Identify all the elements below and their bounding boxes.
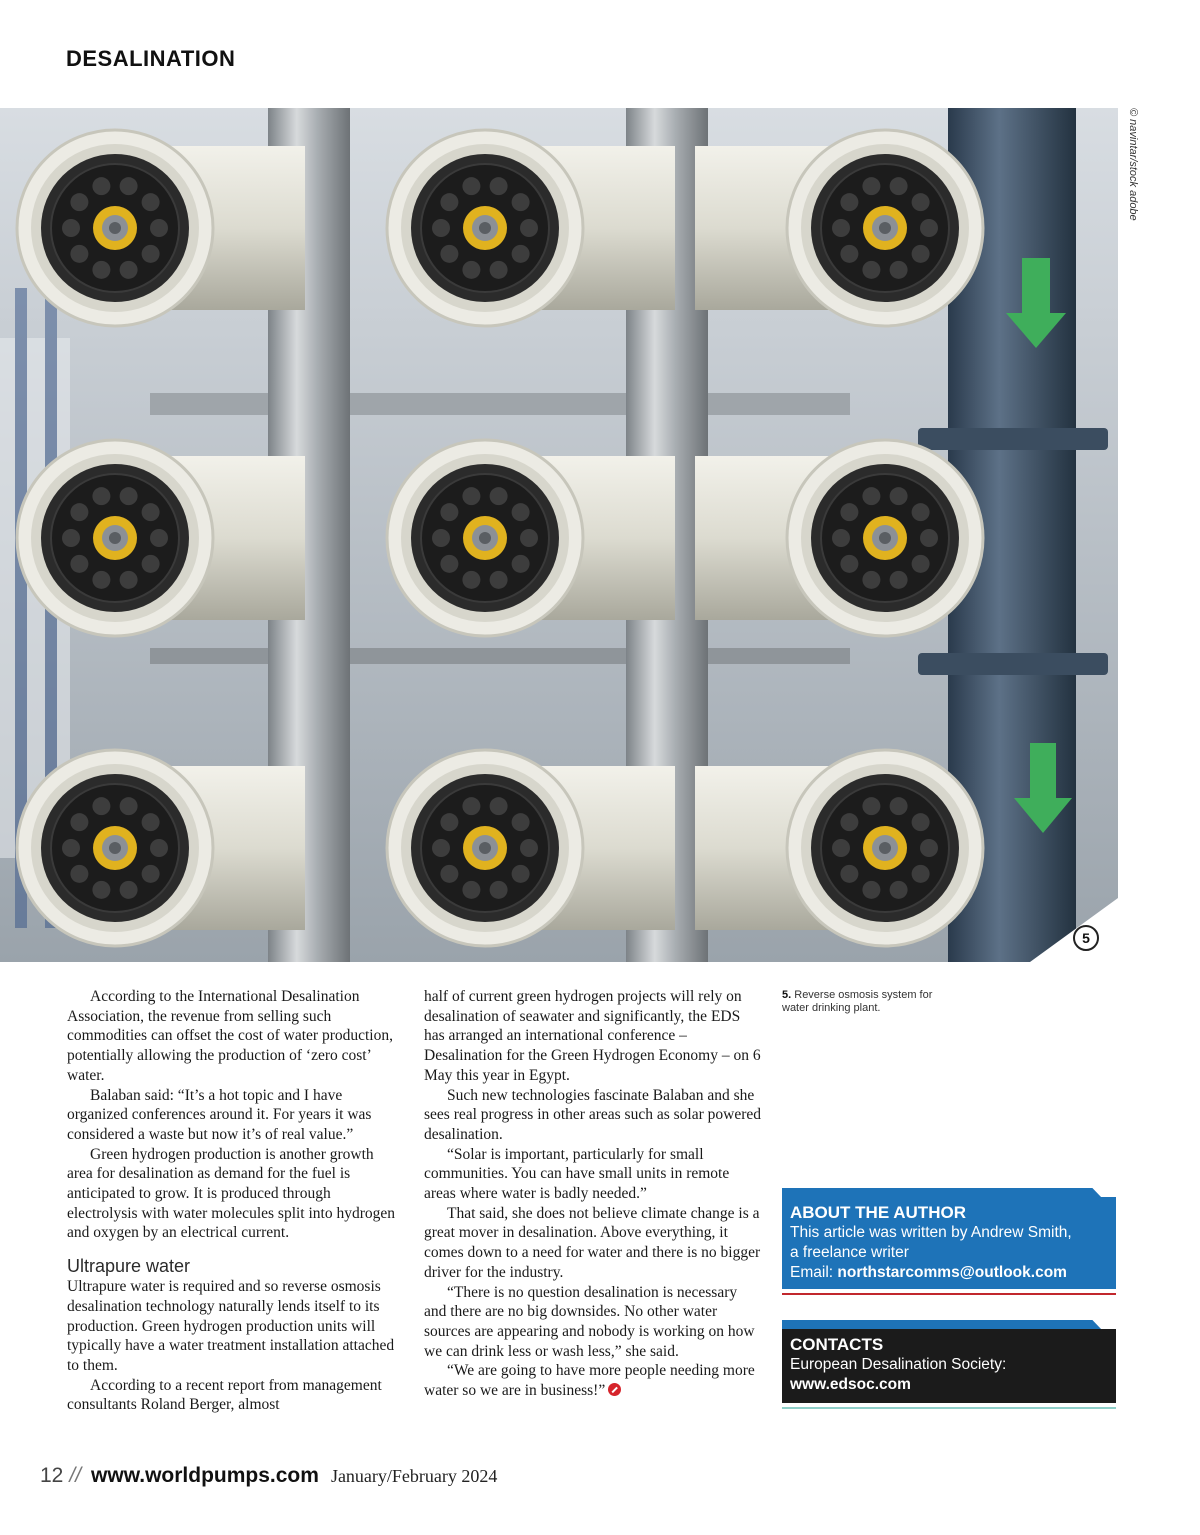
photo-caption [782, 989, 962, 1015]
photo-credit [1120, 108, 1142, 238]
membrane-vessel [695, 130, 983, 326]
footer-issue-date: January/February 2024 [330, 1466, 498, 1486]
membrane-vessel [695, 750, 983, 946]
membrane-vessel [17, 130, 305, 326]
box-underline [782, 1293, 1116, 1295]
footer-separator: // [69, 1464, 82, 1487]
paragraph: According to the International Desalination Association, the revenue from selling such commodities can offset the cost of water production, potentially allowing the production of ‘zero cost’ water. [67, 988, 393, 1084]
page-footer [40, 1464, 497, 1494]
paragraph: Such new technologies fascinate Balaban and she sees real progress in other areas such as solar powered desalination. [424, 1086, 761, 1143]
contacts-box [782, 1329, 1116, 1403]
end-of-article-icon [608, 1383, 621, 1396]
figure-number-badge: 5 [1073, 925, 1099, 951]
membrane-vessel [17, 750, 305, 946]
author-email-link[interactable]: northstarcomms@outlook.com [837, 1264, 1067, 1281]
photo-credit-text: © navintar/stock adobe [1127, 108, 1139, 221]
paragraph-final [424, 1361, 762, 1400]
caption-text: Reverse osmosis system for water drinking plant. [782, 989, 933, 1014]
contacts-box-title: CONTACTS [790, 1335, 884, 1354]
reverse-osmosis-photo [0, 108, 1118, 962]
paragraph: That said, she does not believe climate change is a great mover in desalination. Above everything, it comes down to a need for water and there is no bigger driver for the industry. [424, 1204, 761, 1281]
box-underline [782, 1407, 1116, 1409]
membrane-vessel [695, 440, 983, 636]
paragraph: According to a recent report from management consultants Roland Berger, almost [67, 1376, 382, 1414]
membrane-vessel [387, 130, 675, 326]
author-box-title: ABOUT THE AUTHOR [790, 1203, 966, 1222]
paragraph: Balaban said: “It’s a hot topic and I have organized conferences around it. For years it was considered a waste but now it’s of real value.” [67, 1086, 372, 1143]
membrane-vessel [17, 440, 305, 636]
author-line-2: a freelance writer [790, 1244, 909, 1261]
paragraph: Ultrapure water is required and so reverse osmosis desalination technology naturally lends itself to its production. Green hydrogen production units will typically have a water treatment installation attached to them. [67, 1278, 395, 1374]
paragraph: “Solar is important, particularly for small communities. You can have small units in remote areas where water is badly needed.” [424, 1145, 730, 1203]
paragraph: “There is no question desalination is necessary and there are no big downsides. No other water sources are appearing and nobody is working on how we can drink less or wash less,” she said. [424, 1283, 755, 1360]
footer-website-link[interactable]: www.worldpumps.com [91, 1464, 319, 1487]
author-email-line [790, 1263, 1108, 1283]
author-line-1: This article was written by Andrew Smith, [790, 1224, 1072, 1241]
membrane-vessel [387, 440, 675, 636]
contacts-website-line [790, 1375, 1108, 1395]
paragraph-final-text: “We are going to have more people needing more water so we are in business!” [424, 1362, 755, 1400]
paragraph: Green hydrogen production is another growth area for desalination as demand for the fuel is anticipated to grow. It is produced through electrolysis with water molecules split into hydrogen and oxygen by an electrical current. [67, 1145, 396, 1242]
contacts-line-1: European Desalination Society: [790, 1356, 1007, 1373]
section-label: DESALINATION [66, 46, 236, 71]
subheading: Ultrapure water [67, 1256, 191, 1277]
caption-number: 5. [782, 989, 792, 1001]
article-column-2 [424, 987, 762, 1401]
paragraph: half of current green hydrogen projects will rely on desalination of seawater and significantly, the EDS has arranged an international conference – Desalination for the Green Hydrogen Economy – on 6 May this year in Egypt. [424, 988, 761, 1084]
contacts-website-link[interactable]: www.edsoc.com [790, 1376, 911, 1393]
membrane-vessel [387, 750, 675, 946]
about-the-author-box [782, 1197, 1116, 1289]
email-label: Email: [790, 1264, 834, 1281]
page-number: 12 [40, 1464, 64, 1487]
article-column-1 [67, 987, 403, 1415]
